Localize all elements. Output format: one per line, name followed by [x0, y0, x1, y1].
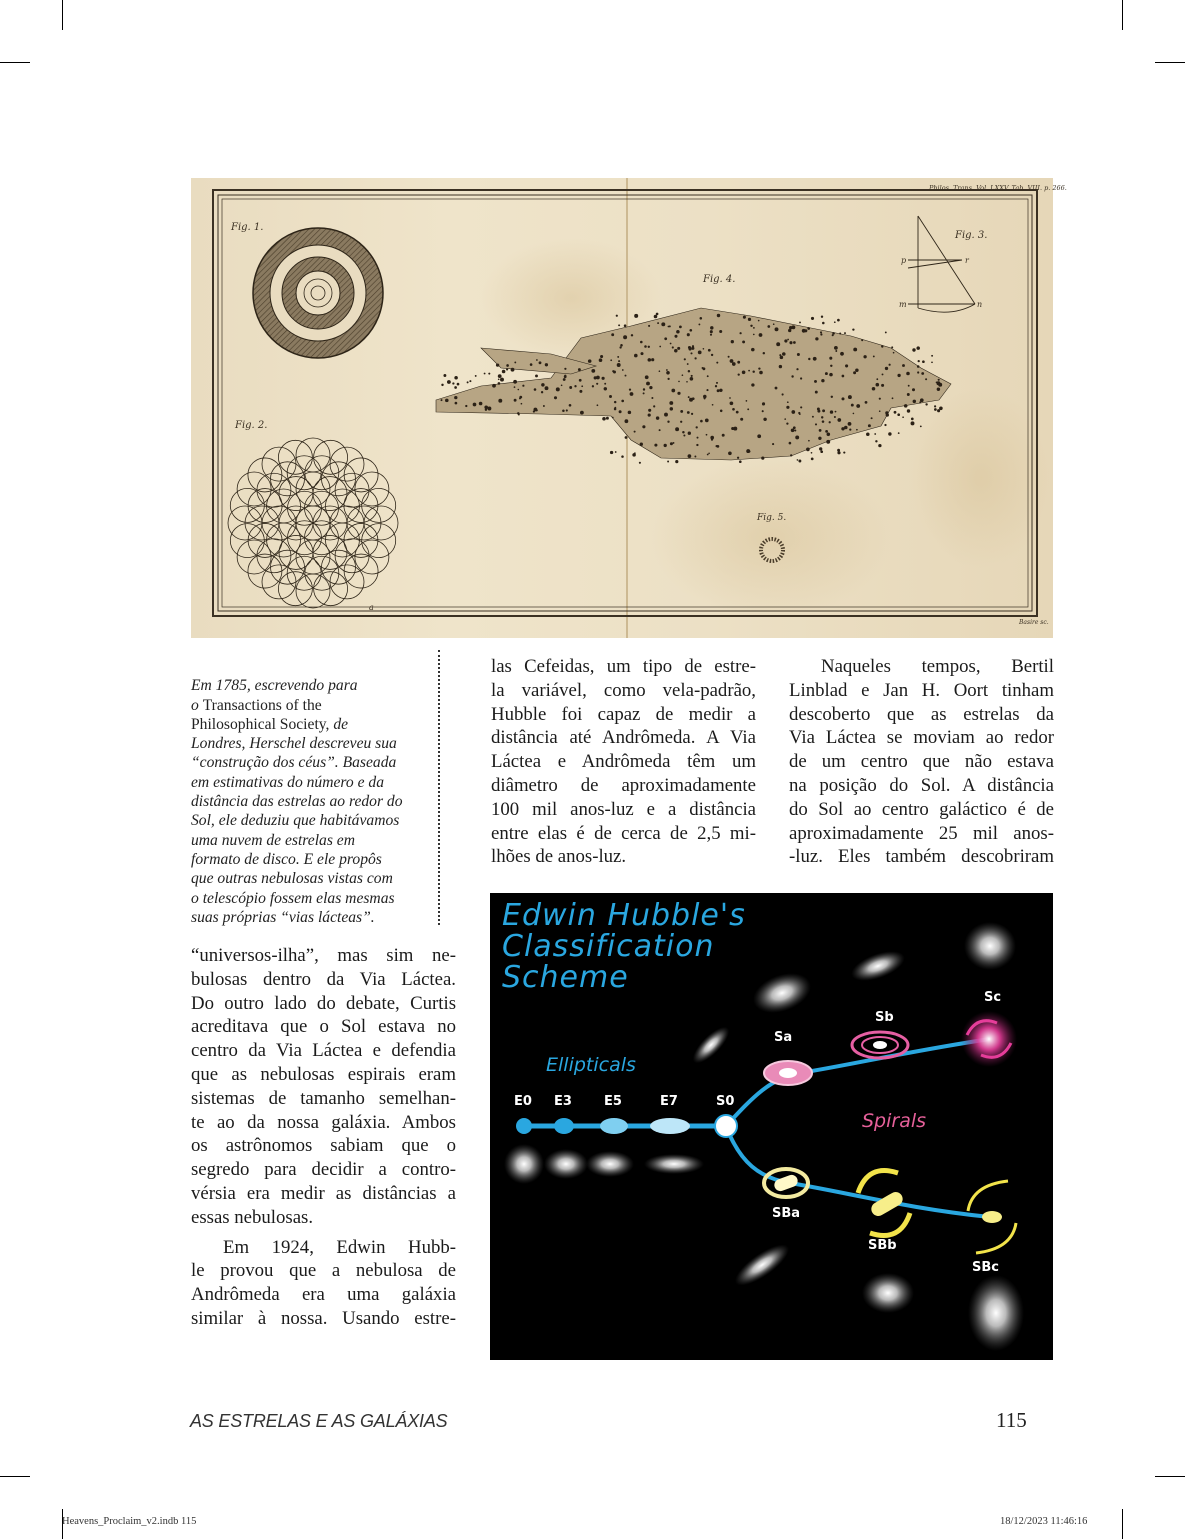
fig1-disc: [253, 228, 383, 358]
print-slug-datetime: 18/12/2023 11:46:16: [1000, 1516, 1088, 1527]
crop-mark: [0, 1476, 30, 1477]
body-line: essas nebulosas.: [191, 1206, 314, 1228]
caption-line: em estimativas do número e da: [191, 773, 385, 791]
barred-spiral-branch: [726, 1126, 990, 1217]
caption-line: suas próprias “vias lácteas”.: [191, 908, 375, 926]
body-line: do Sol ao centro galáctico é de: [789, 798, 1054, 820]
crop-mark: [1155, 62, 1185, 63]
ellipticals-label: Ellipticals: [546, 1054, 636, 1076]
fig2-label: Fig. 2.: [235, 420, 268, 431]
body-line: sistemas de tamanho semelhan-: [191, 1087, 456, 1109]
body-line: diâmetro de aproximadamente: [491, 774, 756, 796]
class-label-e3: E3: [554, 1094, 572, 1109]
print-slug-file: Heavens_Proclaim_v2.indb 115: [62, 1516, 197, 1527]
body-line: Naqueles tempos, Bertil: [821, 656, 1054, 677]
fig2-letter-a: a: [369, 603, 374, 612]
caption-line: Transactions of the: [202, 696, 322, 714]
body-line: bulosas dentro da Via Láctea.: [191, 968, 456, 990]
caption-line: “construção dos céus”. Baseada: [191, 754, 397, 772]
caption-line: que outras nebulosas vistas com: [191, 870, 393, 888]
caption-line: de: [329, 715, 349, 733]
caption-line: distância das estrelas ao redor do: [191, 793, 403, 811]
fig5-label: Fig. 5.: [757, 513, 787, 523]
hubble-classification-diagram: [490, 893, 1053, 1360]
caption-line: Sol, ele deduziu que habitávamos: [191, 812, 400, 830]
crop-mark: [1122, 1509, 1123, 1539]
e0-node: [516, 1118, 532, 1134]
class-label-sc: Sc: [984, 990, 1002, 1005]
herschel-plate-figure: [191, 178, 1067, 638]
e5-node: [600, 1118, 628, 1134]
body-line: 100 mil anos-luz e a distância: [491, 798, 756, 820]
body-line: descoberto que as estrelas da: [789, 703, 1054, 725]
page-number: 115: [996, 1408, 1027, 1432]
class-label-sbb: SBb: [868, 1238, 897, 1253]
body-line: le provou que a nebulosa de: [191, 1260, 456, 1282]
class-label-sba: SBa: [772, 1206, 801, 1221]
class-label-sa: Sa: [774, 1030, 793, 1045]
body-line: na posição do Sol. A distância: [789, 774, 1054, 796]
body-line: Andrômeda era uma galáxia: [191, 1284, 456, 1306]
body-line: Em 1924, Edwin Hubb-: [223, 1236, 456, 1258]
running-footer-title: AS ESTRELAS E AS GALÁXIAS: [190, 1411, 448, 1431]
crop-mark: [62, 0, 63, 30]
caption-line: uma nuvem de estrelas em: [191, 831, 355, 849]
text-column-middle: [491, 655, 756, 869]
body-line: Láctea e Andrômeda têm um: [491, 751, 756, 773]
body-line: os astrônomos sabiam que o: [191, 1135, 456, 1157]
fig3-letter-p: p: [901, 256, 907, 265]
body-line: centro da Via Láctea e defendia: [191, 1040, 456, 1062]
e7-node: [650, 1118, 690, 1134]
text-column-right: [789, 655, 1054, 869]
caption-line: o telescópio fossem elas mesmas: [191, 889, 395, 907]
body-line: vérsia era medir as distâncias a: [191, 1182, 456, 1204]
body-line: similar à nossa. Usando estre-: [191, 1307, 456, 1329]
body-line: te ao da nossa galáxia. Ambos: [191, 1111, 456, 1133]
fig3-label: Fig. 3.: [955, 230, 988, 241]
fig3-letter-r: r: [965, 256, 969, 265]
herschel-plate-drawing: [191, 178, 1067, 638]
body-line: lhões de anos-luz.: [491, 846, 627, 868]
class-label-sbc: SBc: [972, 1260, 999, 1275]
caption-line: Philosophical Society,: [191, 715, 330, 733]
fig3-letter-n: n: [977, 300, 983, 309]
body-line: las Cefeidas, um tipo de estre-: [491, 656, 756, 677]
body-line: entre elas é de cerca de 2,5 mi-: [491, 822, 756, 844]
e3-node: [554, 1118, 574, 1134]
figure-caption: [191, 657, 431, 927]
diagram-title-line: Edwin Hubble's: [502, 898, 746, 933]
body-line: distância até Andrômeda. A Via: [491, 727, 756, 749]
engraver-credit: Basire sc.: [1019, 619, 1049, 626]
class-label-sb: Sb: [875, 1010, 894, 1025]
body-line: “universos-ilha”, mas sim ne-: [191, 945, 456, 966]
text-column-left: [191, 944, 456, 1331]
diagram-title-line: Scheme: [502, 960, 629, 995]
spirals-label: Spirals: [862, 1110, 927, 1132]
class-label-e7: E7: [660, 1094, 678, 1109]
hubble-diagram-drawing: [490, 893, 1053, 1360]
caption-line: formato de disco. E ele propôs: [191, 850, 382, 868]
fig1-label: Fig. 1.: [231, 222, 264, 233]
fig2-star-circles: [228, 438, 398, 608]
caption-line: Em 1785, escrevendo para: [191, 677, 358, 695]
caption-divider: [438, 650, 440, 925]
diagram-title-line: Classification: [502, 929, 715, 964]
body-line: aproximadamente 25 mil anos-: [789, 822, 1054, 844]
fig4-label: Fig. 4.: [703, 274, 736, 285]
crop-mark: [1155, 1476, 1185, 1477]
body-line: que as nebulosas espirais eram: [191, 1063, 456, 1085]
plate-header: Philos. Trans. Vol. LXXV. Tab. VIII. p. 266.: [929, 184, 1067, 192]
body-line: -luz. Eles também descobriram: [789, 846, 1054, 868]
body-line: de um centro que não estava: [789, 751, 1054, 773]
caption-line: Londres, Herschel descreveu sua: [191, 735, 397, 753]
crop-mark: [0, 62, 30, 63]
caption-line: o: [191, 696, 203, 714]
body-line: la variável, como vela-padrão,: [491, 679, 756, 701]
body-line: segredo para decidir a contro-: [191, 1159, 456, 1181]
class-label-s0: S0: [716, 1094, 735, 1109]
s0-node: [715, 1115, 737, 1137]
crop-mark: [1122, 0, 1123, 30]
class-label-e5: E5: [604, 1094, 622, 1109]
fig3-letter-m: m: [899, 300, 907, 309]
body-line: acreditava que o Sol estava no: [191, 1016, 456, 1038]
body-line: Do outro lado do debate, Curtis: [191, 992, 456, 1014]
body-line: Linblad e Jan H. Oort tinham: [789, 679, 1054, 701]
class-label-e0: E0: [514, 1094, 532, 1109]
body-line: Hubble foi capaz de medir a: [491, 703, 756, 725]
body-line: Via Láctea se moviam ao redor: [789, 727, 1054, 749]
